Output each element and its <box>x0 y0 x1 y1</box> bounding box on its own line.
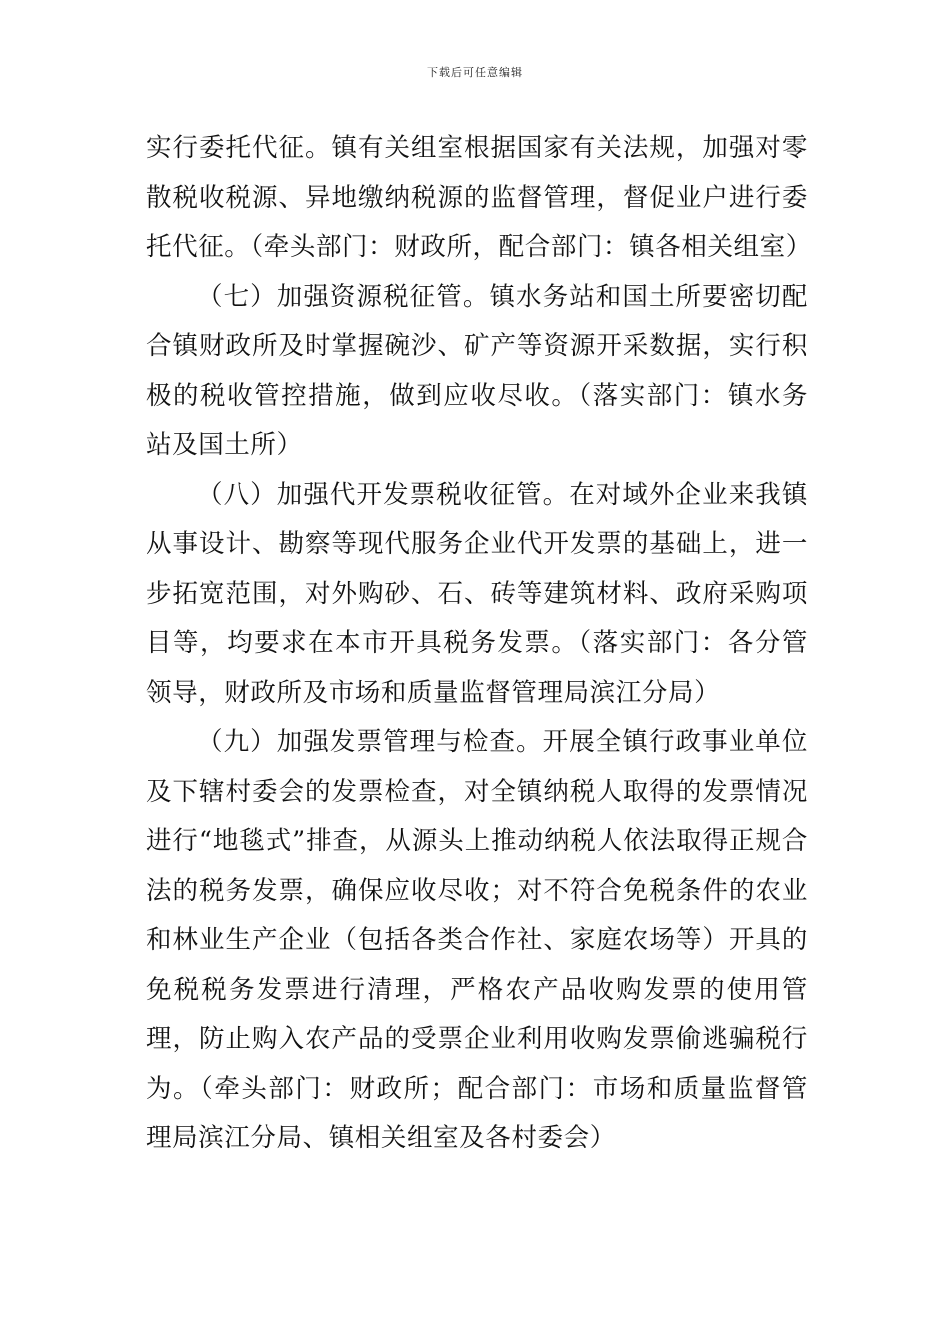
page-header-note: 下载后可任意编辑 <box>427 66 523 79</box>
document-body <box>146 124 812 1164</box>
paragraph-section-8: （八）加强代开发票税收征管。在对域外企业来我镇从事设计、勘察等现代服务企业代开发票的基础上，进一步拓宽范围，对外购砂、石、砖等建筑材料、政府采购项目等，均要求在本市开具税务发票。（落实部门：各分管领导，财政所及市场和质量监督管理局滨江分局） <box>146 479 808 708</box>
paragraph-continuation: 实行委托代征。镇有关组室根据国家有关法规，加强对零散税收税源、异地缴纳税源的监督管理，督促业户进行委托代征。（牵头部门：财政所，配合部门：镇各相关组室） <box>146 133 812 262</box>
paragraph-section-9: （九）加强发票管理与检查。开展全镇行政事业单位及下辖村委会的发票检查，对全镇纳税人取得的发票情况进行“地毯式”排查，从源头上推动纳税人依法取得正规合法的税务发票，确保应收尽收；对不符合免税条件的农业和林业生产企业（包括各类合作社、家庭农场等）开具的免税税务发票进行清理，严格农产品收购发票的使用管理，防止购入农产品的受票企业利用收购发票偷逃骗税行为。（牵头部门：财政所；配合部门：市场和质量监督管理局滨江分局、镇相关组室及各村委会） <box>146 727 808 1153</box>
paragraph-section-7: （七）加强资源税征管。镇水务站和国土所要密切配合镇财政所及时掌握碗沙、矿产等资源开采数据，实行积极的税收管控措施，做到应收尽收。（落实部门：镇水务站及国土所） <box>146 281 808 460</box>
